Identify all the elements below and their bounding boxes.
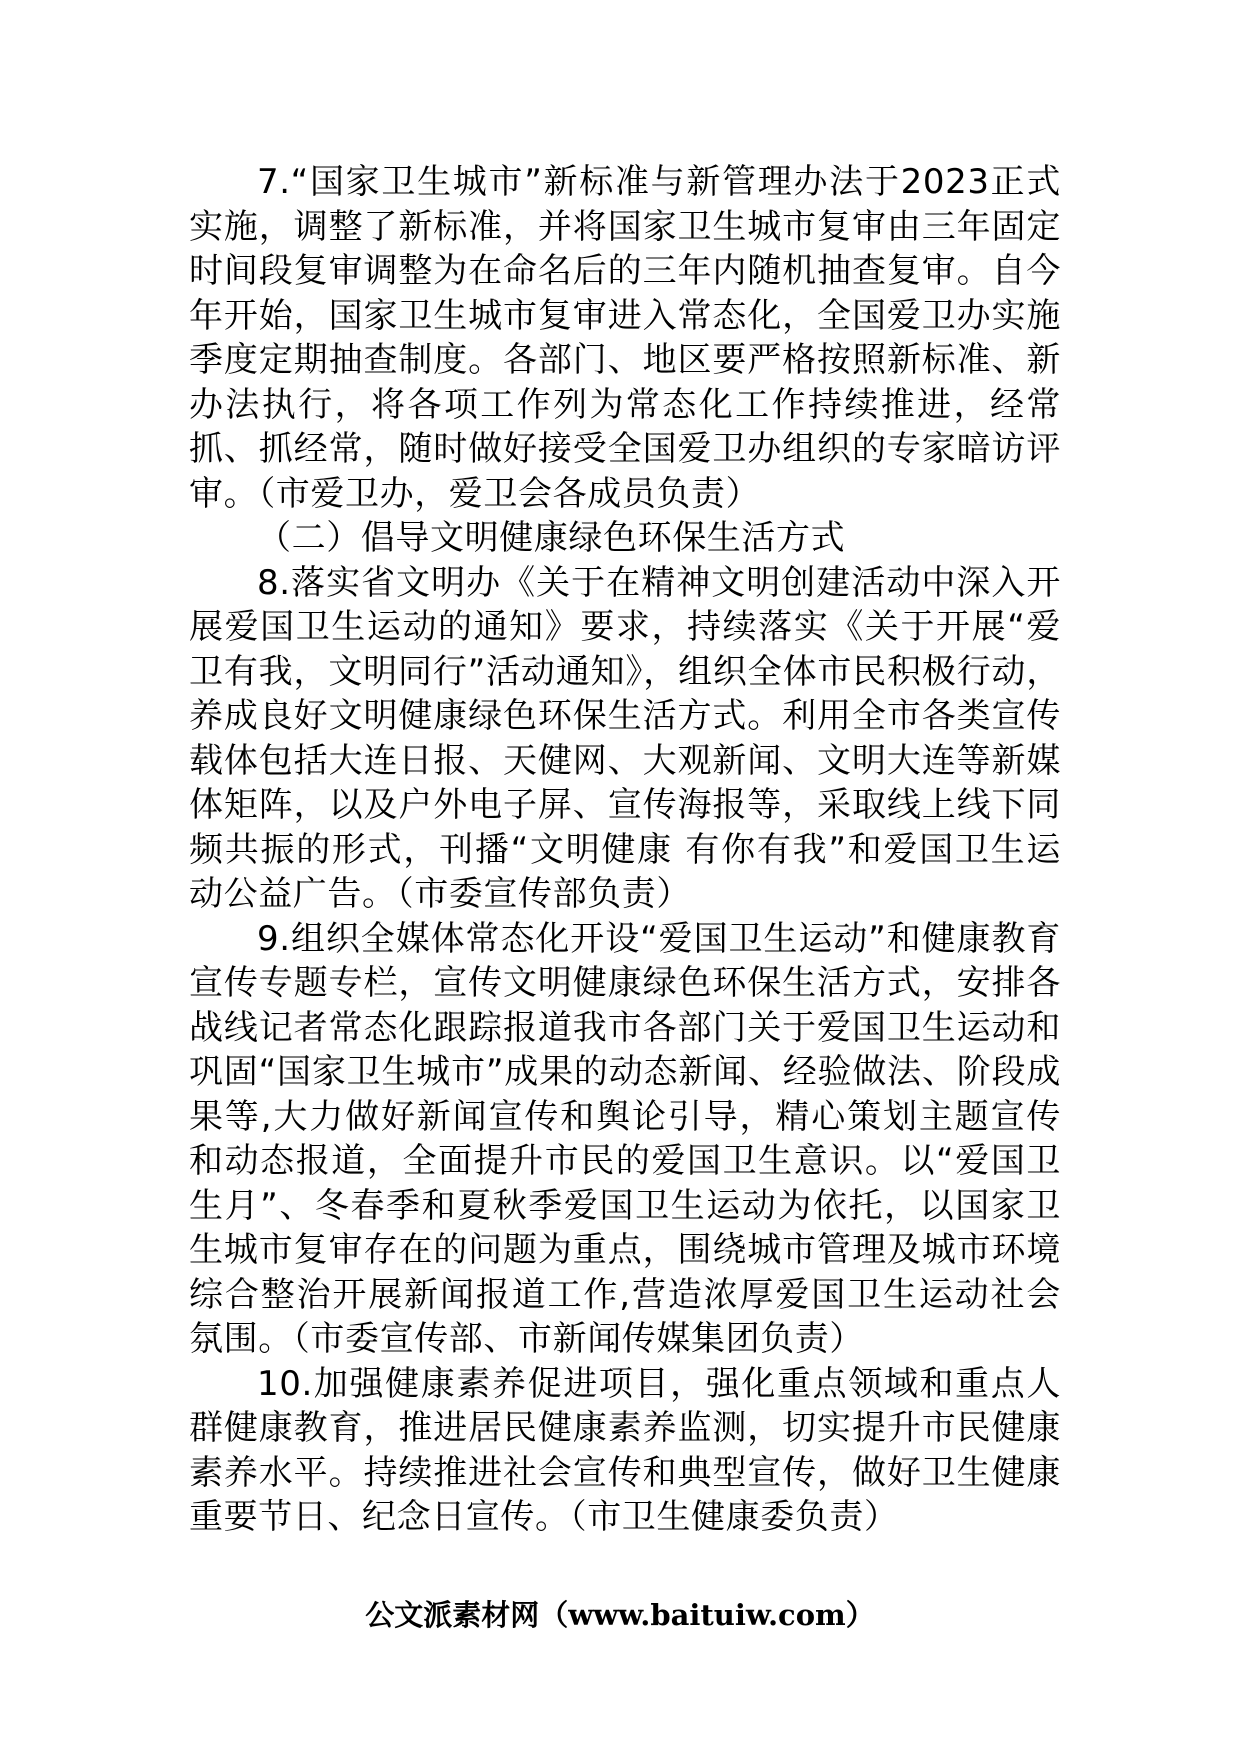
paragraph-item-10: 10.加强健康素养促进项目，强化重点领域和重点人群健康教育，推进居民健康素养监测，切实提升市民健康素养水平。持续推进社会宣传和典型宣传，做好卫生健康重要节日、纪念日宣传。（市卫生健康委负责） bbox=[189, 1363, 1061, 1537]
paragraph-item-8: 8.落实省文明办《关于在精神文明创建活动中深入开展爱国卫生运动的通知》要求，持续落实《关于开展“爱卫有我，文明同行”活动通知》，组织全体市民积极行动，养成良好文明健康绿色环保生活方式。利用全市各类宣传载体包括大连日报、天健网、大观新闻、文明大连等新媒体矩阵，以及户外电子屏、宣传海报等，采取线上线下同频共振的形式，刊播“文明健康 有你有我”和爱国卫生运动公益广告。（市委宣传部负责） bbox=[189, 562, 1061, 914]
section-heading-2: （二）倡导文明健康绿色环保生活方式 bbox=[257, 518, 846, 558]
document-body bbox=[189, 160, 1061, 1540]
paragraph-item-7: 7.“国家卫生城市”新标准与新管理办法于2023正式实施，调整了新标准，并将国家卫生城市复审由三年固定时间段复审调整为在命名后的三年内随机抽查复审。自今年开始，国家卫生城市复审进入常态化，全国爱卫办实施季度定期抽查制度。各部门、地区要严格按照新标准、新办法执行，将各项工作列为常态化工作持续推进，经常抓、抓经常，随时做好接受全国爱卫办组织的专家暗访评审。（市爱卫办，爱卫会各成员负责） bbox=[189, 162, 1061, 514]
paragraph-item-9: 9.组织全媒体常态化开设“爱国卫生运动”和健康教育宣传专题专栏，宣传文明健康绿色环保生活方式，安排各战线记者常态化跟踪报道我市各部门关于爱国卫生运动和巩固“国家卫生城市”成果的动态新闻、经验做法、阶段成果等,大力做好新闻宣传和舆论引导，精心策划主题宣传和动态报道，全面提升市民的爱国卫生意识。以“爱国卫生月”、冬春季和夏秋季爱国卫生运动为依托，以国家卫生城市复审存在的问题为重点，围绕城市管理及城市环境综合整治开展新闻报道工作,营造浓厚爱国卫生运动社会氛围。（市委宣传部、市新闻传媒集团负责） bbox=[189, 918, 1061, 1359]
footer-watermark: 公文派素材网（www.baituiw.com） bbox=[365, 1598, 875, 1632]
